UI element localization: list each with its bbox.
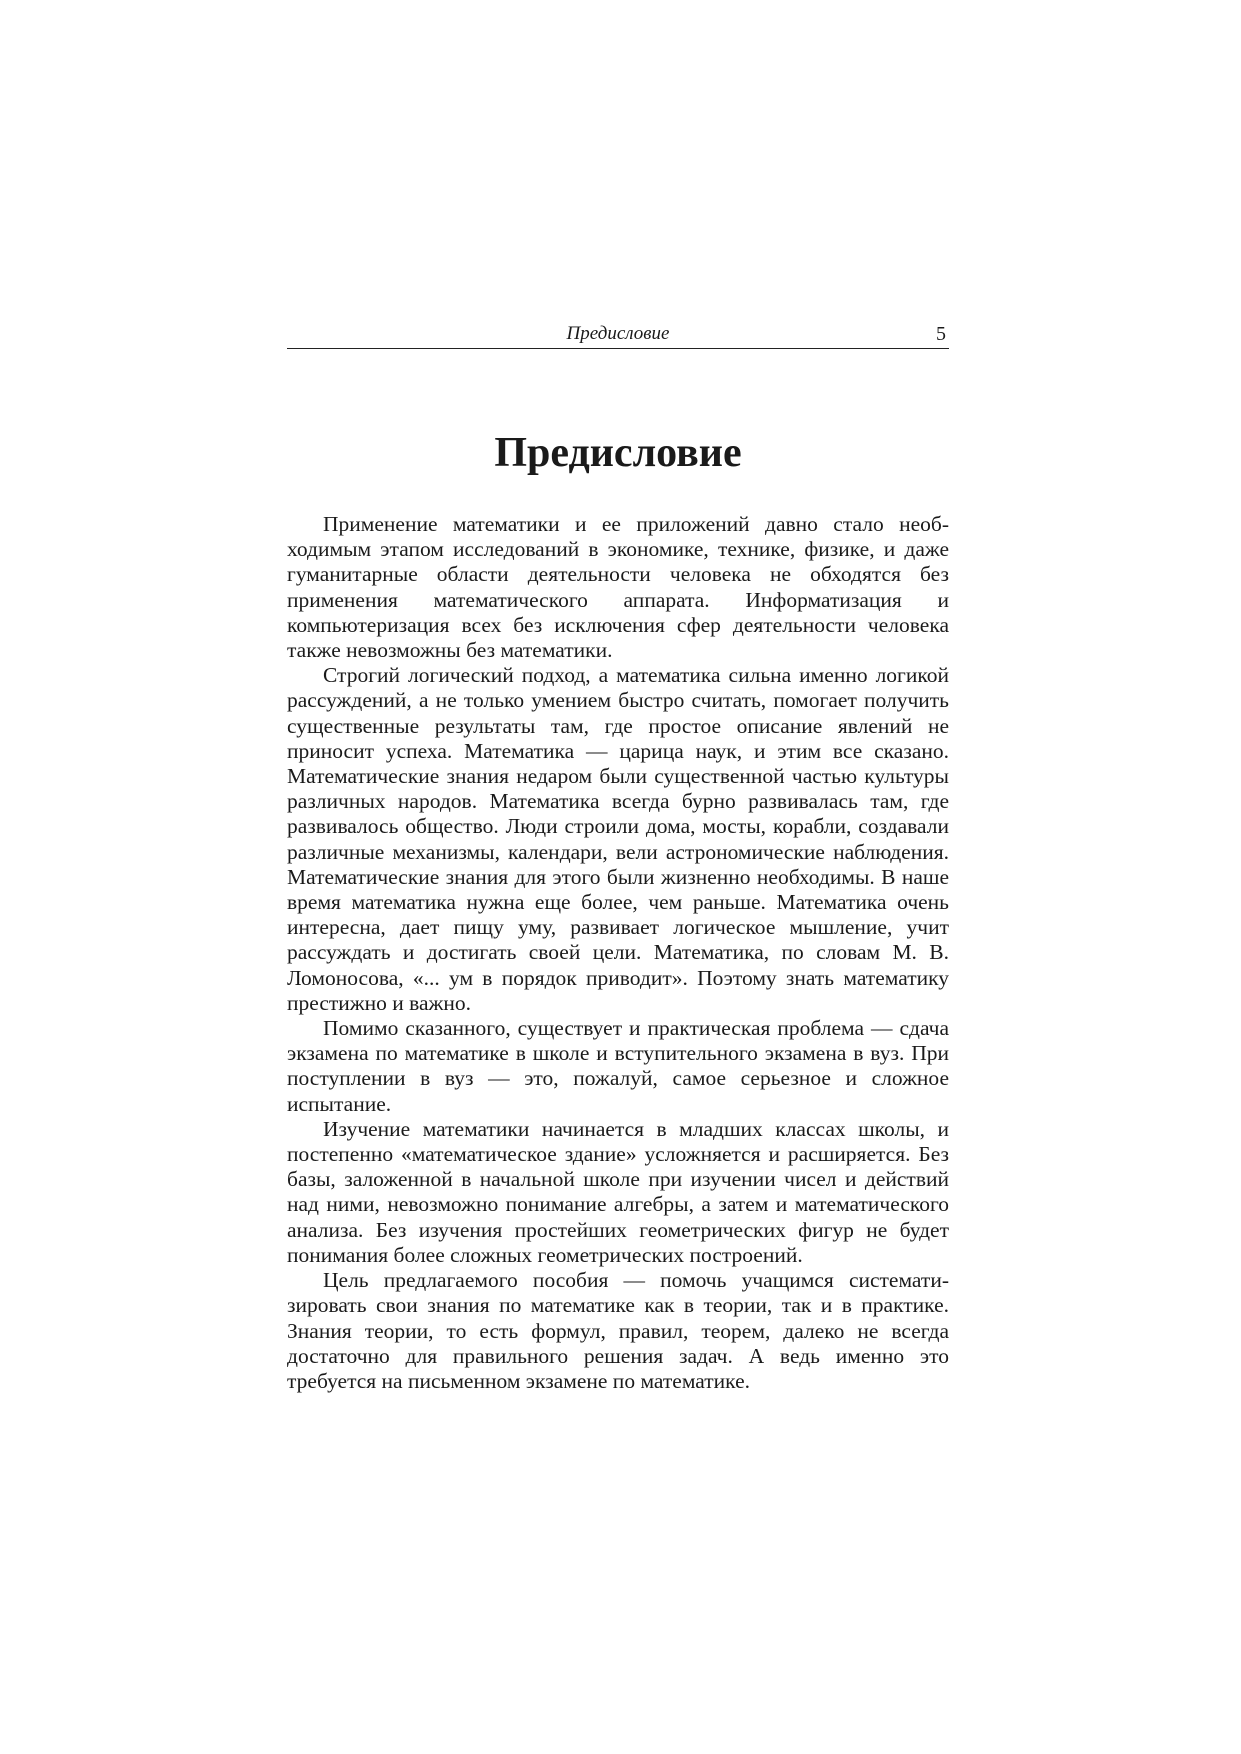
paragraph-2: Строгий логический подход, а математика сильна именно логикой рассуждений, а не только умением быстро считать, помогает получить существенные результаты там, где простое описание явлений не приносит успеха. Математика — царица наук, и этим все сказано. Математические знания недаром были существенной частью культуры различных народов. Математика всегда бурно развивалась там, где развивалось общество. Люди строили дома, мосты, корабли, создавали различные механизмы, календари, вели астрономические наблюдения. Математические знания для этого были жизненно необходимы. В наше время математика нужна еще более, чем раньше. Математика очень интересна, дает пищу уму, развивает логическое мышление, учит рассуждать и достигать своей цели. Математика, по словам М. В. Ломоносова, «... ум в порядок приводит». Поэтому знать математику престижно и важно. [287,663,949,1015]
paragraph-3: Помимо сказанного, существует и практическая проблема — сдача экзамена по математике в школе и вступительного экзамена в вуз. При поступлении в вуз — это, пожалуй, самое серьезное и сложное испытание. [287,1016,949,1116]
paragraph-1: Применение математики и ее приложений давно стало необходимым этапом исследований в экономике, технике, физике, и даже гуманитарные области деятельности человека не обходятся без применения математического аппарата. Информатизация и компьютеризация всех без исключения сфер деятельности человека также невозможны без математики. [287,512,949,663]
running-header [287,320,949,349]
body-text [287,512,949,1394]
paragraph-5: Цель предлагаемого пособия — помочь учащимся систематизировать свои знания по математике как в теории, так и в практике. Знания теории, то есть формул, правил, теорем, далеко не всегда достаточно для правильного решения задач. А ведь именно это требуется на письменном экзамене по математике. [287,1268,949,1393]
chapter-title: Предисловие [494,430,742,476]
page-number: 5 [936,323,946,345]
running-title: Предисловие [566,323,670,344]
paragraph-4: Изучение математики начинается в младших классах школы, и постепенно «математическое здание» усложняется и расширяется. Без базы, заложенной в начальной школе при изучении чисел и действий над ними, невозможно понимание алгебры, а затем и математического анализа. Без изучения простейших геометрических фигур не будет понимания более сложных геометрических построений. [287,1116,949,1267]
